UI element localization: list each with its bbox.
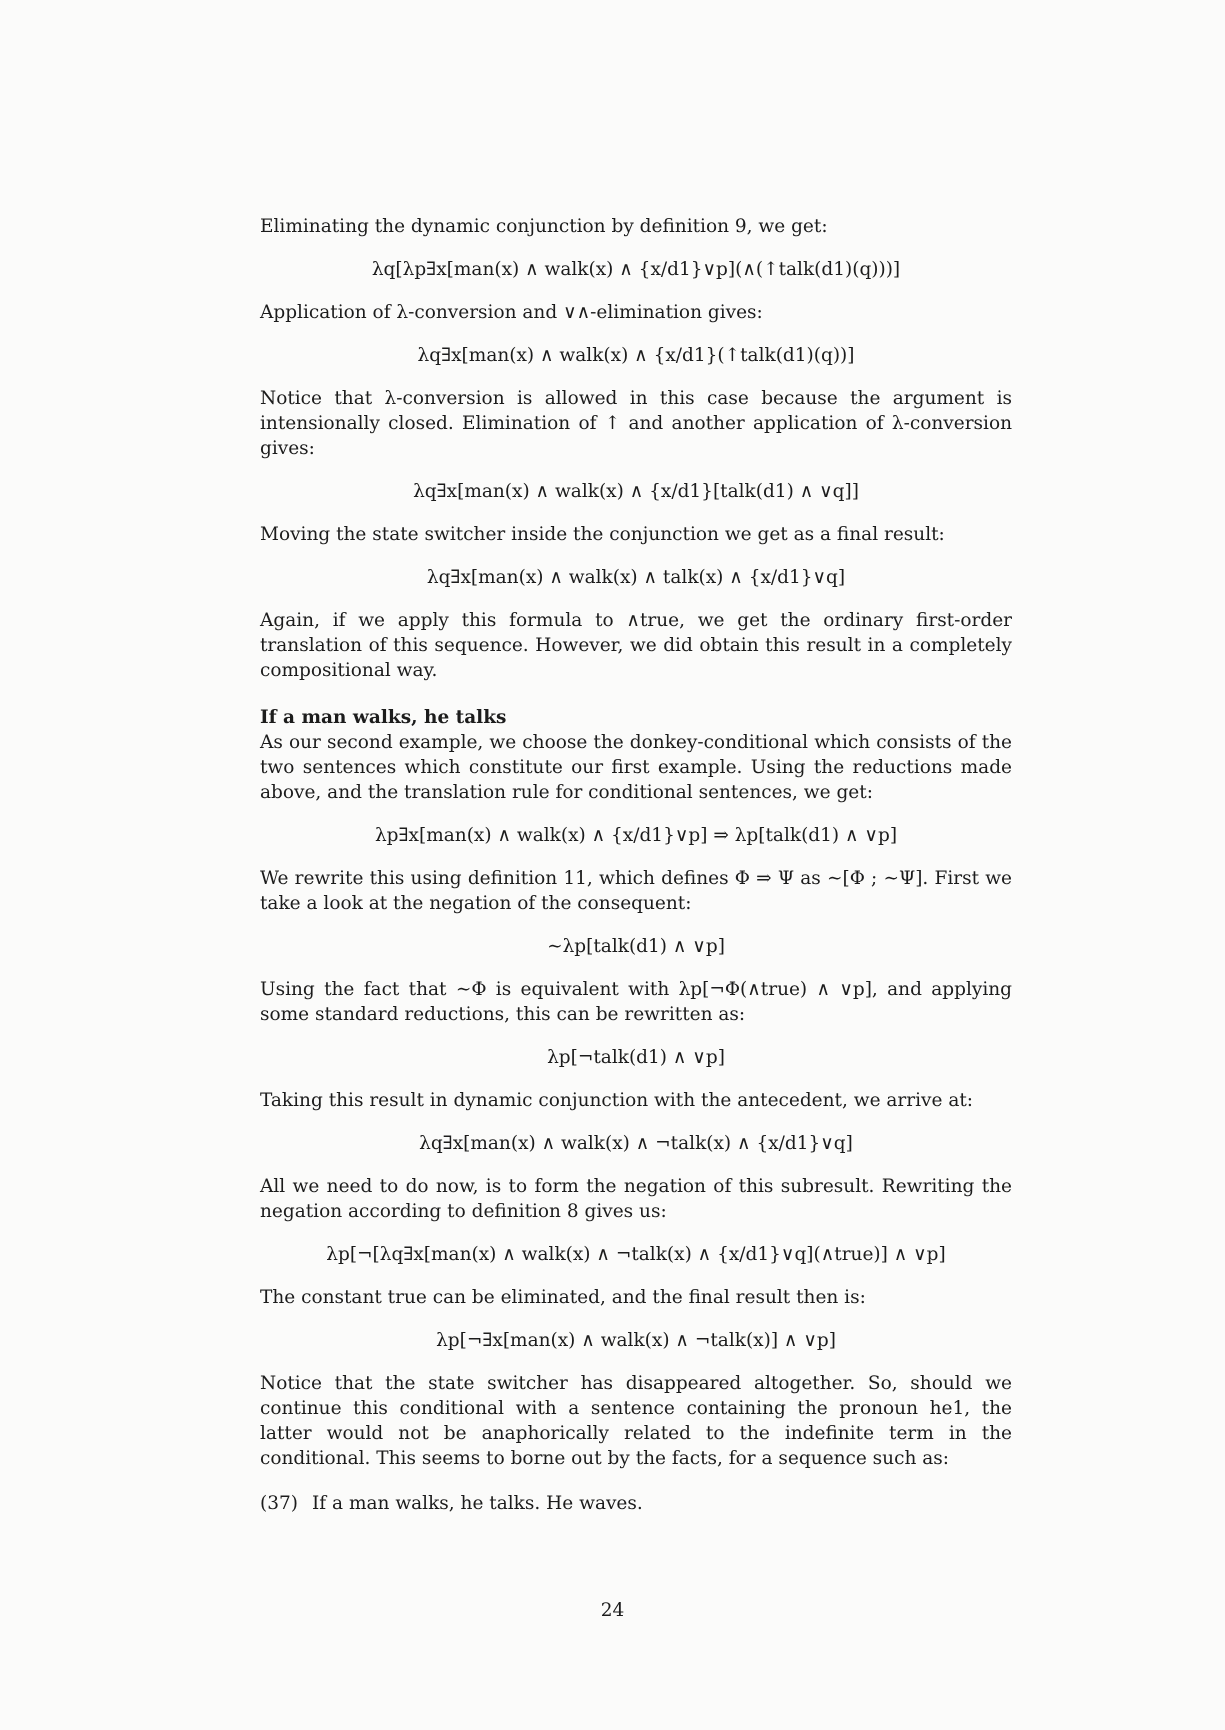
formula: ∼λp[talk(d1) ∧ ∨p] <box>547 936 725 957</box>
paragraph: Using the fact that ∼Φ is equivalent with λp[¬Φ(∧true) ∧ ∨p], and applying some standard reductions, this can be rewritten as: <box>260 979 1012 1025</box>
formula: λq[λp∃x[man(x) ∧ walk(x) ∧ {x/d1}∨p](∧(↑talk(d1)(q)))] <box>371 259 901 280</box>
formula: λq∃x[man(x) ∧ walk(x) ∧ ¬talk(x) ∧ {x/d1}∨q] <box>419 1133 853 1154</box>
paragraph: We rewrite this using definition 11, which defines Φ ⇒ Ψ as ∼[Φ ; ∼Ψ]. First we take a look at the negation of the consequent: <box>260 868 1012 914</box>
formula: λq∃x[man(x) ∧ walk(x) ∧ {x/d1}(↑talk(d1)(q))] <box>417 345 855 366</box>
paragraph: Eliminating the dynamic conjunction by definition 9, we get: <box>260 216 828 237</box>
formula: λq∃x[man(x) ∧ walk(x) ∧ {x/d1}[talk(d1) ∧ ∨q]] <box>413 481 859 502</box>
section-heading: If a man walks, he talks <box>260 707 507 728</box>
paragraph: Taking this result in dynamic conjunction with the antecedent, we arrive at: <box>260 1090 974 1111</box>
paragraph: All we need to do now, is to form the negation of this subresult. Rewriting the negation according to definition 8 gives us: <box>260 1176 1012 1222</box>
formula: λp∃x[man(x) ∧ walk(x) ∧ {x/d1}∨p] ⇒ λp[talk(d1) ∧ ∨p] <box>374 825 898 846</box>
numbered-example <box>260 1491 1012 1516</box>
paragraph: Moving the state switcher inside the conjunction we get as a final result: <box>260 524 945 545</box>
paragraph: The constant true can be eliminated, and the final result then is: <box>260 1287 866 1308</box>
text-column <box>260 214 1012 1516</box>
formula: λp[¬[λq∃x[man(x) ∧ walk(x) ∧ ¬talk(x) ∧ {x/d1}∨q](∧true)] ∧ ∨p] <box>326 1244 946 1265</box>
formula: λq∃x[man(x) ∧ walk(x) ∧ talk(x) ∧ {x/d1}∨q] <box>426 567 846 588</box>
example-text: If a man walks, he talks. He waves. <box>312 1493 643 1514</box>
paragraph: Again, if we apply this formula to ∧true, we get the ordinary first-order translation of this sequence. However, we did obtain this result in a completely compositional way. <box>260 610 1012 681</box>
paragraph: Application of λ-conversion and ∨∧-elimination gives: <box>260 302 763 323</box>
paragraph: As our second example, we choose the donkey-conditional which consists of the two sentences which constitute our first example. Using the reductions made above, and the translation rule for conditional sentences, we get: <box>260 732 1012 803</box>
example-number: (37) <box>260 1493 298 1514</box>
paragraph: Notice that λ-conversion is allowed in this case because the argument is intensionally closed. Elimination of ↑ and another application of λ-conversion gives: <box>260 388 1012 459</box>
page-number: 24 <box>600 1600 625 1621</box>
formula: λp[¬∃x[man(x) ∧ walk(x) ∧ ¬talk(x)] ∧ ∨p] <box>436 1330 836 1351</box>
formula: λp[¬talk(d1) ∧ ∨p] <box>547 1047 725 1068</box>
paragraph: Notice that the state switcher has disappeared altogether. So, should we continue this conditional with a sentence containing the pronoun he1, the latter would not be anaphorically related to the indefinite term in the conditional. This seems to borne out by the facts, for a sequence such as: <box>260 1373 1012 1469</box>
